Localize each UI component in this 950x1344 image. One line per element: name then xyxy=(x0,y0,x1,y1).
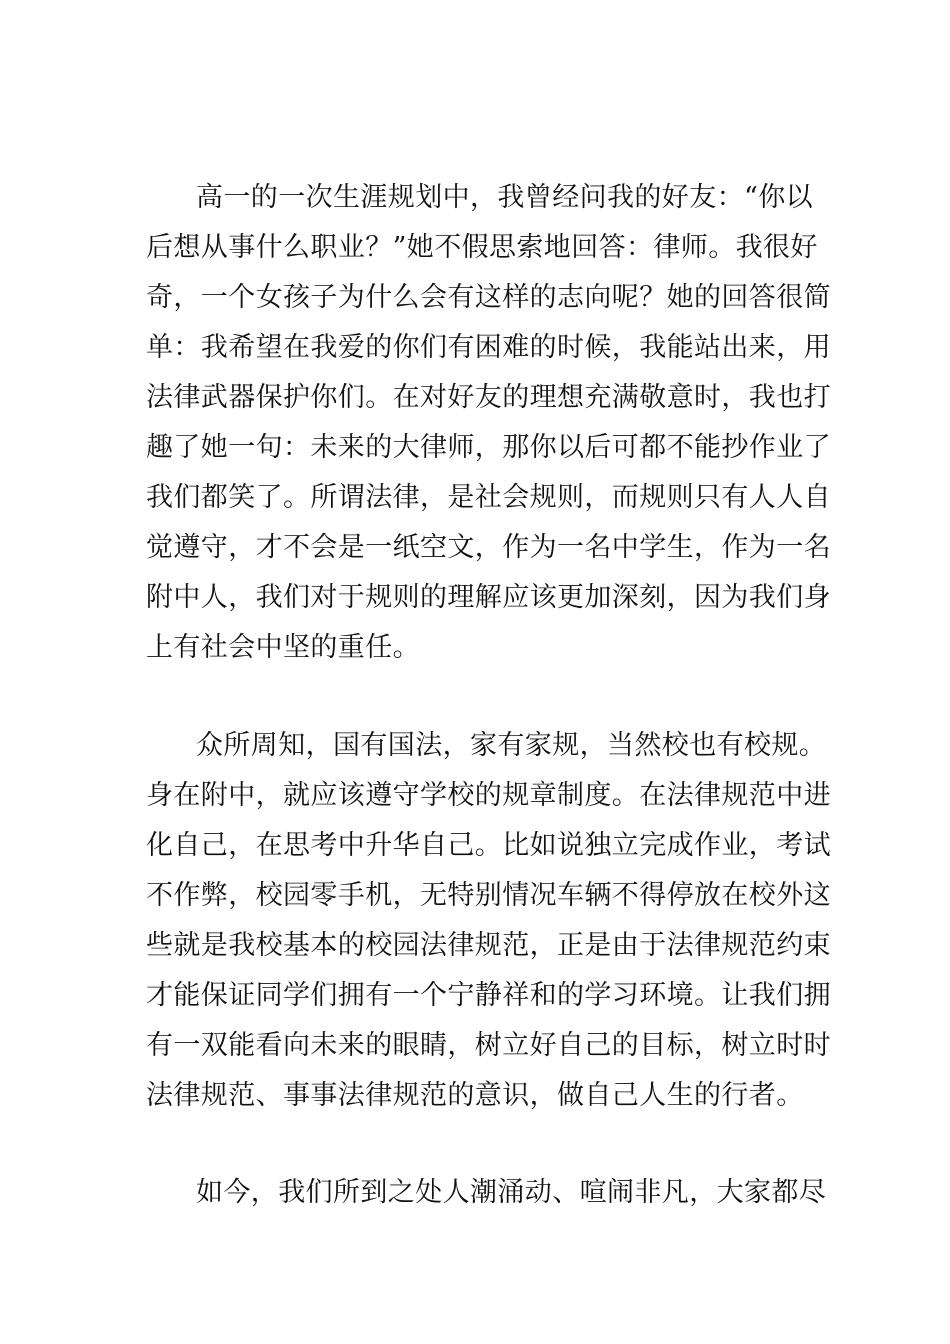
paragraph-3 xyxy=(146,1168,827,1218)
paragraph-line: 不作弊，校园零手机，无特别情况车辆不得停放在校外这 xyxy=(146,880,831,911)
paragraph-line: 法律规范、事事法律规范的意识，做自己人生的行者。 xyxy=(146,1080,804,1111)
paragraph-line: 众所周知，国有国法，家有家规，当然校也有校规。 xyxy=(196,730,827,761)
paragraph-2 xyxy=(146,721,831,1121)
paragraph-line: 有一双能看向未来的眼睛，树立好自己的目标，树立时时 xyxy=(146,1030,831,1061)
paragraph-line: 附中人，我们对于规则的理解应该更加深刻，因为我们身 xyxy=(146,582,831,613)
paragraph-line: 觉遵守，才不会是一纸空文，作为一名中学生，作为一名 xyxy=(146,532,831,563)
paragraph-line: 奇，一个女孩子为什么会有这样的志向呢？她的回答很简 xyxy=(146,282,831,313)
paragraph-line: 后想从事什么职业？”她不假思索地回答：律师。我很好 xyxy=(146,232,818,263)
paragraph-line: 法律武器保护你们。在对好友的理想充满敬意时，我也打 xyxy=(146,382,831,413)
paragraph-line: 才能保证同学们拥有一个宁静祥和的学习环境。让我们拥 xyxy=(146,980,831,1011)
paragraph-line: 上有社会中坚的重任。 xyxy=(146,632,420,663)
paragraph-line: 些就是我校基本的校园法律规范，正是由于法律规范约束 xyxy=(146,930,831,961)
paragraph-line: 如今，我们所到之处人潮涌动、喧闹非凡，大家都尽 xyxy=(196,1177,827,1208)
paragraph-line: 单：我希望在我爱的你们有困难的时候，我能站出来，用 xyxy=(146,332,831,363)
paragraph-line: 我们都笑了。所谓法律，是社会规则，而规则只有人人自 xyxy=(146,482,831,513)
paragraph-line: 化自己，在思考中升华自己。比如说独立完成作业，考试 xyxy=(146,830,831,861)
paragraph-1 xyxy=(146,173,831,673)
paragraph-line: 趣了她一句：未来的大律师，那你以后可都不能抄作业了 xyxy=(146,432,831,463)
paragraph-line: 高一的一次生涯规划中，我曾经问我的好友：“你以 xyxy=(196,182,814,213)
paragraph-line: 身在附中，就应该遵守学校的规章制度。在法律规范中进 xyxy=(146,780,831,811)
